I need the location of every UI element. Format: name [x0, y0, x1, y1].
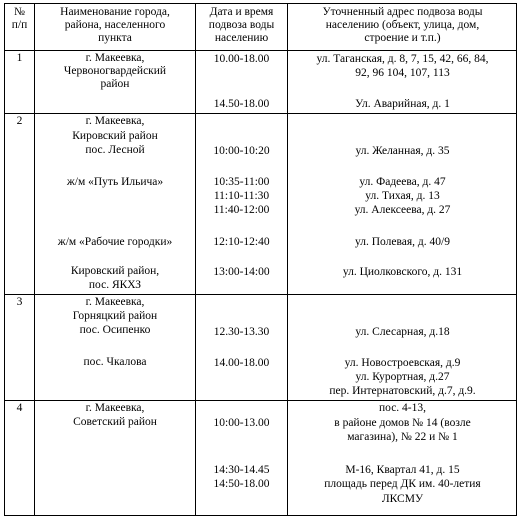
delivery-address: ул. Таганская, д. 8, 7, 15, 42, 66, 84,	[316, 53, 489, 65]
delivery-time: 12:10-12:40	[213, 236, 270, 248]
delivery-address: 92, 96 104, 107, 113	[355, 67, 450, 79]
header-address: строение и т.п.)	[364, 32, 441, 44]
header-num: п/п	[11, 19, 28, 31]
header-num: №	[14, 6, 25, 18]
location-name: г. Макеевка,	[85, 296, 145, 308]
delivery-address: ул. Фадеева, д. 47	[359, 176, 446, 188]
delivery-time: 14.50-18.00	[213, 98, 270, 110]
delivery-time: 12.30-13.30	[213, 326, 270, 338]
location-name: г. Макеевка,	[85, 52, 145, 64]
delivery-address: М-16, Квартал 41, д. 15	[345, 464, 460, 476]
location-name: ж/м «Путь Ильича»	[66, 176, 164, 188]
row-number: 2	[16, 115, 23, 127]
location-name: пос. ЯКХЗ	[88, 279, 142, 291]
delivery-address: ул. Желанная, д. 35	[355, 145, 450, 157]
delivery-address: ул. Курортная, д.27	[355, 371, 450, 383]
delivery-address: площадь перед ДК им. 40-летия	[324, 478, 481, 490]
location-name: Червоногвардейский	[63, 65, 167, 77]
delivery-address: пер. Интернатовский, д.7, д.9.	[329, 385, 476, 397]
row-number: 1	[16, 52, 23, 64]
location-name: пос. Осипенко	[79, 324, 151, 336]
delivery-time: 10:00-13.00	[213, 417, 270, 429]
delivery-address: Ул. Аварийная, д. 1	[355, 98, 450, 110]
location-name: Горняцкий район	[72, 310, 158, 322]
row-divider	[5, 400, 516, 401]
location-name: Кировский район	[72, 130, 158, 142]
row-number: 4	[16, 402, 23, 414]
location-name: Кировский район,	[70, 265, 160, 277]
header-name: района, населенного	[64, 19, 166, 31]
header-name: Наименование города,	[60, 6, 170, 18]
delivery-address: ул. Слесарная, д.18	[355, 326, 450, 338]
delivery-time: 11:10-11:30	[213, 190, 270, 202]
delivery-address: ул. Тихая, д. 13	[365, 190, 440, 202]
location-name: район	[100, 78, 130, 90]
delivery-time: 11:40-12:00	[213, 204, 270, 216]
header-time: Дата и время	[209, 6, 274, 18]
delivery-time: 14.00-18.00	[213, 357, 270, 369]
location-name: пос. Лесной	[85, 144, 145, 156]
row-divider	[5, 50, 516, 51]
delivery-time: 14:30-14.45	[213, 464, 270, 476]
delivery-address: ЛКСМУ	[381, 493, 424, 505]
header-time: подвоза воды	[208, 19, 275, 31]
location-name: Советский район	[73, 416, 157, 428]
location-name: г. Макеевка,	[85, 115, 145, 127]
delivery-address: ул. Алексеева, д. 27	[354, 204, 451, 216]
header-address: населению (объект, улица, дом,	[325, 19, 480, 31]
row-number: 3	[16, 296, 23, 308]
delivery-time: 13:00-14:00	[213, 266, 270, 278]
delivery-address: пос. 4-13,	[379, 402, 426, 414]
row-divider	[5, 294, 516, 295]
delivery-address: магазина), № 22 и № 1	[347, 431, 458, 443]
delivery-time: 10:00-10:20	[213, 145, 270, 157]
header-name: пункта	[98, 32, 132, 44]
location-name: пос. Чкалова	[83, 356, 147, 368]
location-name: ж/м «Рабочие городки»	[57, 236, 173, 248]
location-name: г. Макеевка,	[85, 402, 145, 414]
row-divider	[5, 113, 516, 114]
delivery-time: 14:50-18.00	[213, 478, 270, 490]
water-delivery-table	[4, 3, 517, 516]
delivery-address: в районе домов № 14 (возле	[334, 417, 471, 429]
delivery-time: 10.00-18.00	[213, 53, 270, 65]
header-address: Уточненный адрес подвоза воды	[322, 6, 483, 18]
header-time: населению	[214, 32, 269, 44]
delivery-address: ул. Полевая, д. 40/9	[355, 236, 450, 248]
delivery-address: ул. Циолковского, д. 131	[342, 266, 463, 278]
column-divider	[195, 4, 196, 515]
delivery-address: ул. Новостроевская, д.9	[344, 357, 461, 369]
delivery-time: 10:35-11:00	[213, 176, 270, 188]
